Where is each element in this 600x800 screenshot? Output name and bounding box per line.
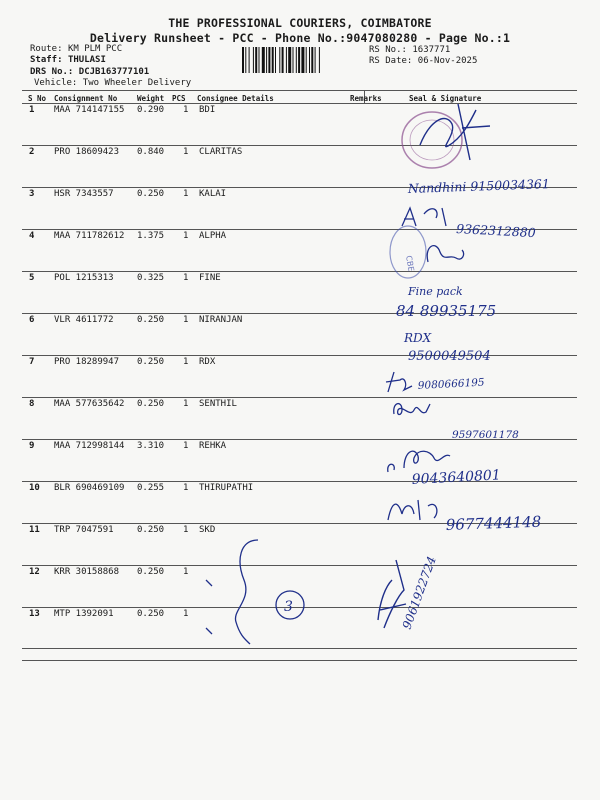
- row-weight: 0.250: [137, 525, 165, 535]
- row-divider: [22, 145, 577, 146]
- table-bottom-rule: [22, 660, 577, 661]
- row-pcs: 1: [183, 483, 189, 493]
- route-line: [30, 44, 122, 54]
- barcode: [240, 47, 364, 73]
- rs-date-line: [369, 56, 477, 66]
- row-consignee: RDX: [199, 357, 216, 367]
- drs-value: DCJB163777101: [78, 67, 150, 77]
- col-header-consignee: Consignee Details: [197, 94, 274, 103]
- row-pcs: 1: [183, 231, 189, 241]
- row-consignee: SENTHIL: [199, 399, 237, 409]
- row-consignee: ALPHA: [199, 231, 227, 241]
- handwriting-sig-8: 9597601178: [452, 429, 519, 441]
- row-pcs: 1: [183, 105, 189, 115]
- handwriting-sig-6: 9500049504: [408, 349, 491, 364]
- rs-no-label: RS No.:: [369, 45, 407, 55]
- row-sno: 6: [29, 315, 35, 325]
- row-consignee: REHKA: [199, 441, 227, 451]
- drs-line: [30, 67, 149, 77]
- row-divider: [22, 607, 577, 608]
- row-sno: 9: [29, 441, 35, 451]
- row-consignee: CLARITAS: [199, 147, 243, 157]
- rs-date-label: RS Date:: [369, 56, 413, 66]
- handwriting-sig-11: 9061922724: [399, 554, 439, 632]
- row-consignment-no: MAA 714147155: [54, 105, 125, 115]
- row-pcs: 1: [183, 441, 189, 451]
- row-divider: [22, 397, 577, 398]
- row-weight: 3.310: [137, 441, 165, 451]
- row-consignment-no: TRP 7047591: [54, 525, 114, 535]
- row-consignee: SKD: [199, 525, 216, 535]
- row-consignment-no: MAA 577635642: [54, 399, 125, 409]
- row-pcs: 1: [183, 273, 189, 283]
- row-consignment-no: MAA 712998144: [54, 441, 125, 451]
- row-divider: [22, 439, 577, 440]
- row-consignment-no: MAA 711782612: [54, 231, 125, 241]
- col-header-consignment: Consignment No: [54, 94, 118, 103]
- row-sno: 8: [29, 399, 35, 409]
- row-pcs: 1: [183, 567, 189, 577]
- rs-date-value: 06-Nov-2025: [417, 56, 478, 66]
- handwriting-sig-4: 84 89935175: [396, 302, 497, 320]
- row-pcs: 1: [183, 525, 189, 535]
- row-divider: [22, 187, 577, 188]
- route-label: Route:: [30, 44, 63, 54]
- signature-scribble-8: [378, 560, 406, 628]
- vehicle-value: Two Wheeler Delivery: [82, 78, 192, 88]
- drs-label: DRS No.:: [30, 67, 74, 77]
- row-consignee: NIRANJAN: [199, 315, 243, 325]
- row-weight: 0.250: [137, 399, 165, 409]
- row-consignment-no: KRR 30158868: [54, 567, 120, 577]
- row-divider: [22, 565, 577, 566]
- row-consignee: FINE: [199, 273, 221, 283]
- handwriting-sig-7: 9080666195: [417, 376, 485, 392]
- row-consignment-no: PRO 18609423: [54, 147, 120, 157]
- row-pcs: 1: [183, 147, 189, 157]
- col-header-signature: Seal & Signature: [409, 94, 482, 103]
- handwriting-sig-1: Nandhini 9150034361: [407, 176, 551, 196]
- row-sno: 5: [29, 273, 35, 283]
- row-sno: 4: [29, 231, 35, 241]
- col-header-pcs: PCS: [172, 94, 186, 103]
- row-divider: [22, 481, 577, 482]
- signature-scribble-7: [388, 500, 437, 520]
- row-sno: 2: [29, 147, 35, 157]
- row-consignment-no: PRO 18289947: [54, 357, 120, 367]
- row-pcs: 1: [183, 315, 189, 325]
- handwriting-sig-3: Fine pack: [408, 285, 463, 298]
- row-consignee: THIRUPATHI: [199, 483, 254, 493]
- row-weight: 0.840: [137, 147, 165, 157]
- col-header-sno: S No: [28, 94, 47, 103]
- row-weight: 1.375: [137, 231, 165, 241]
- row-divider: [22, 229, 577, 230]
- staff-line: [30, 55, 106, 65]
- row-weight: 0.290: [137, 105, 165, 115]
- rs-no-line: [369, 45, 450, 55]
- row-pcs: 1: [183, 357, 189, 367]
- row-sno: 3: [29, 189, 35, 199]
- rs-no-value: 1637771: [412, 45, 451, 55]
- row-divider: [22, 355, 577, 356]
- row-sno: 11: [29, 525, 40, 535]
- handwriting-sig-10: 9677444148: [445, 512, 542, 534]
- seal-stamp-top: [402, 112, 462, 168]
- row-weight: 0.255: [137, 483, 165, 493]
- staff-value: THULASI: [67, 55, 106, 65]
- handwriting-sig-9: 9043640801: [411, 467, 502, 488]
- row-pcs: 1: [183, 189, 189, 199]
- runsheet-subtitle: Delivery Runsheet - PCC - Phone No.:9047080280 - Page No.:1: [89, 31, 511, 45]
- row-consignment-no: MTP 1392091: [54, 609, 114, 619]
- row-divider: [22, 313, 577, 314]
- bracket-mark: [206, 540, 258, 644]
- company-title: THE PROFESSIONAL COURIERS, COIMBATORE: [168, 16, 432, 30]
- row-sno: 7: [29, 357, 35, 367]
- stamp-text: CBE: [404, 254, 416, 273]
- row-pcs: 1: [183, 399, 189, 409]
- col-header-weight: Weight: [137, 94, 165, 103]
- circled-count-mark: [276, 591, 304, 619]
- row-consignment-no: POL 1215313: [54, 273, 114, 283]
- row-weight: 0.325: [137, 273, 165, 283]
- handwriting-sig-5: RDX: [404, 331, 432, 345]
- staff-label: Staff:: [30, 55, 63, 65]
- row-consignment-no: BLR 690469109: [54, 483, 125, 493]
- row-sno: 1: [29, 105, 35, 115]
- signature-scribble-6: [388, 451, 450, 472]
- table-header-rule: [22, 103, 577, 104]
- col-header-remarks: Remarks: [350, 94, 382, 103]
- vehicle-label: Vehicle:: [34, 78, 78, 88]
- row-weight: 0.250: [137, 567, 165, 577]
- vehicle-line: [34, 78, 191, 88]
- row-divider: [22, 648, 577, 649]
- row-pcs: 1: [183, 609, 189, 619]
- row-weight: 0.250: [137, 609, 165, 619]
- row-consignment-no: HSR 7343557: [54, 189, 114, 199]
- table-top-rule: [22, 90, 577, 91]
- handwriting-sig-2: 9362312880: [455, 221, 537, 241]
- signature-scribble-4: [386, 372, 412, 392]
- signature-scribble-3: [427, 246, 463, 262]
- row-divider: [22, 523, 577, 524]
- row-consignment-no: VLR 4611772: [54, 315, 114, 325]
- row-sno: 13: [29, 609, 40, 619]
- signature-scribble-2: [402, 208, 446, 226]
- signature-scribble-5: [394, 404, 430, 415]
- row-consignee: BDI: [199, 105, 216, 115]
- row-sno: 10: [29, 483, 40, 493]
- row-weight: 0.250: [137, 189, 165, 199]
- route-value: KM PLM PCC: [67, 44, 123, 54]
- row-divider: [22, 271, 577, 272]
- row-weight: 0.250: [137, 357, 165, 367]
- row-sno: 12: [29, 567, 40, 577]
- row-consignee: KALAI: [199, 189, 227, 199]
- signature-scribble-1: [420, 104, 490, 160]
- circled-count-text: 3: [284, 599, 293, 615]
- row-weight: 0.250: [137, 315, 165, 325]
